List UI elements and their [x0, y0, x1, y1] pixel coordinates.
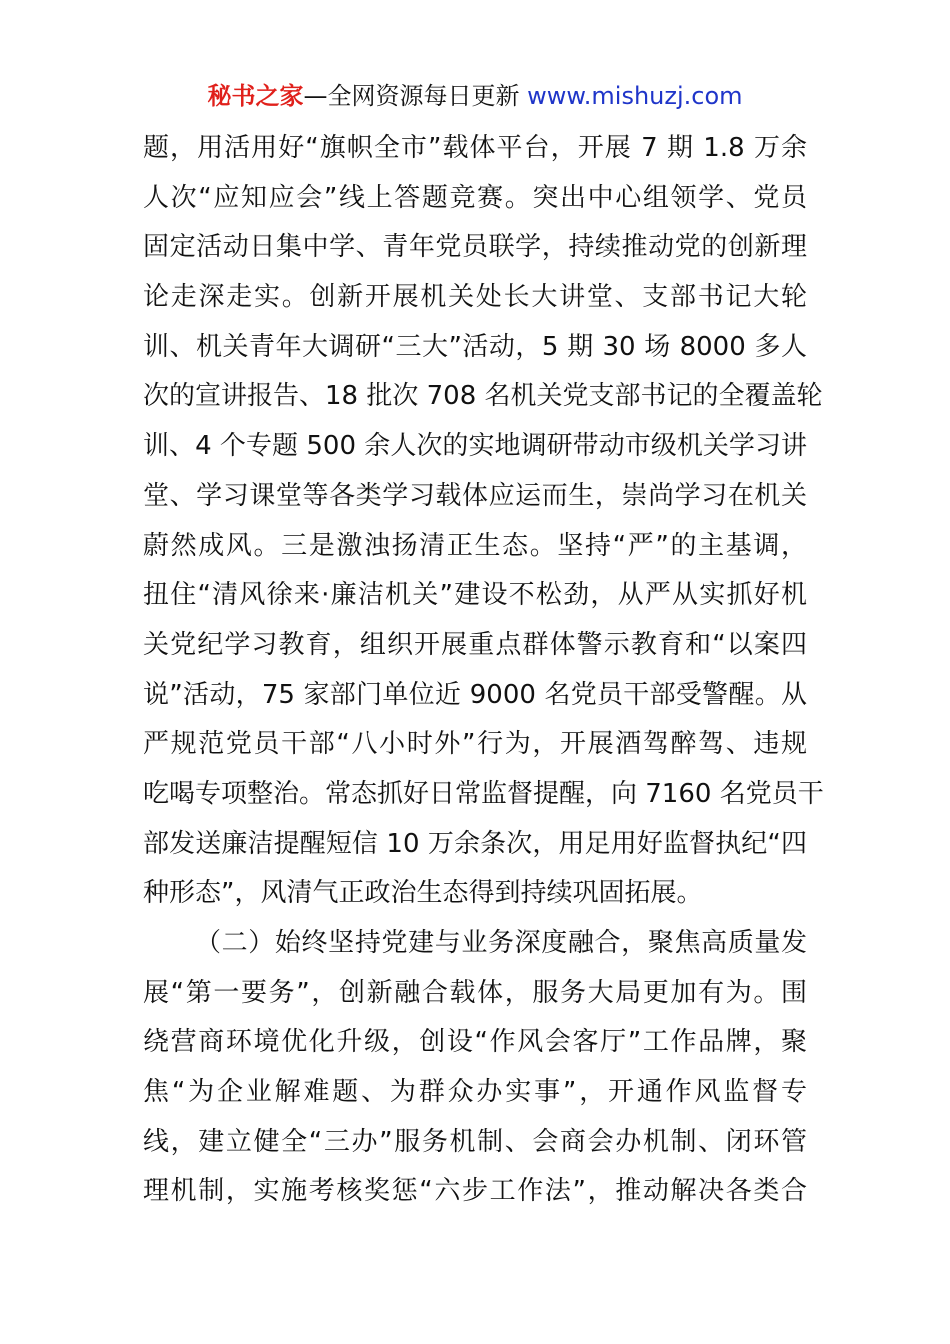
text-line: 绕营商环境优化升级，创设“作风会客厅”工作品牌，聚: [143, 1027, 807, 1058]
paragraph-end-line: 种形态”，风清气正政治生态得到持续巩固拓展。: [143, 878, 703, 909]
text-line: 人次“应知应会”线上答题竞赛。突出中心组领学、党员: [143, 182, 807, 213]
text-line: 说”活动，75 家部门单位近 9000 名党员干部受警醒。从: [143, 679, 807, 710]
text-line: 次的宣讲报告、18 批次 708 名机关党支部书记的全覆盖轮: [143, 381, 823, 412]
text-line: 训、4 个专题 500 余人次的实地调研带动市级机关学习讲: [143, 431, 807, 462]
text-line: 展“第一要务”，创新融合载体，服务大局更加有为。围: [143, 977, 807, 1008]
site-brand: 秘书之家: [207, 82, 304, 110]
text-line: 训、机关青年大调研“三大”活动，5 期 30 场 8000 多人: [143, 331, 807, 362]
text-line: 扭住“清风徐来·廉洁机关”建设不松劲，从严从实抓好机: [143, 580, 807, 611]
section-heading-line: （二）始终坚持党建与业务深度融合，聚焦高质量发: [195, 928, 807, 958]
text-line: 固定活动日集中学、青年党员联学，持续推动党的创新理: [143, 232, 807, 263]
text-line: 关党纪学习教育，组织开展重点群体警示教育和“以案四: [143, 629, 807, 660]
text-line: 堂、学习课堂等各类学习载体应运而生，崇尚学习在机关: [143, 480, 807, 511]
text-line: 线，建立健全“三办”服务机制、会商会办机制、闭环管: [143, 1126, 807, 1157]
site-header: [0, 78, 950, 114]
site-url-link[interactable]: www.mishuzj.com: [527, 82, 743, 110]
document-body: [143, 124, 824, 1217]
text-line: 严规范党员干部“八小时外”行为，开展酒驾醉驾、违规: [143, 729, 807, 760]
text-line: 部发送廉洁提醒短信 10 万余条次，用足用好监督执纪“四: [143, 828, 807, 859]
text-line: 理机制，实施考核奖惩“六步工作法”，推动解决各类合: [143, 1176, 807, 1207]
text-line: 论走深走实。创新开展机关处长大讲堂、支部书记大轮: [143, 282, 807, 313]
text-line: 焦“为企业解难题、为群众办实事”，开通作风监督专: [143, 1077, 807, 1108]
site-tagline: —全网资源每日更新: [303, 82, 520, 110]
text-line: 吃喝专项整治。常态抓好日常监督提醒，向 7160 名党员干: [143, 778, 824, 809]
text-line: 蔚然成风。三是激浊扬清正生态。坚持“严”的主基调，: [143, 530, 807, 561]
text-line: 题，用活用好“旗帜全市”载体平台，开展 7 期 1.8 万余: [143, 133, 807, 163]
